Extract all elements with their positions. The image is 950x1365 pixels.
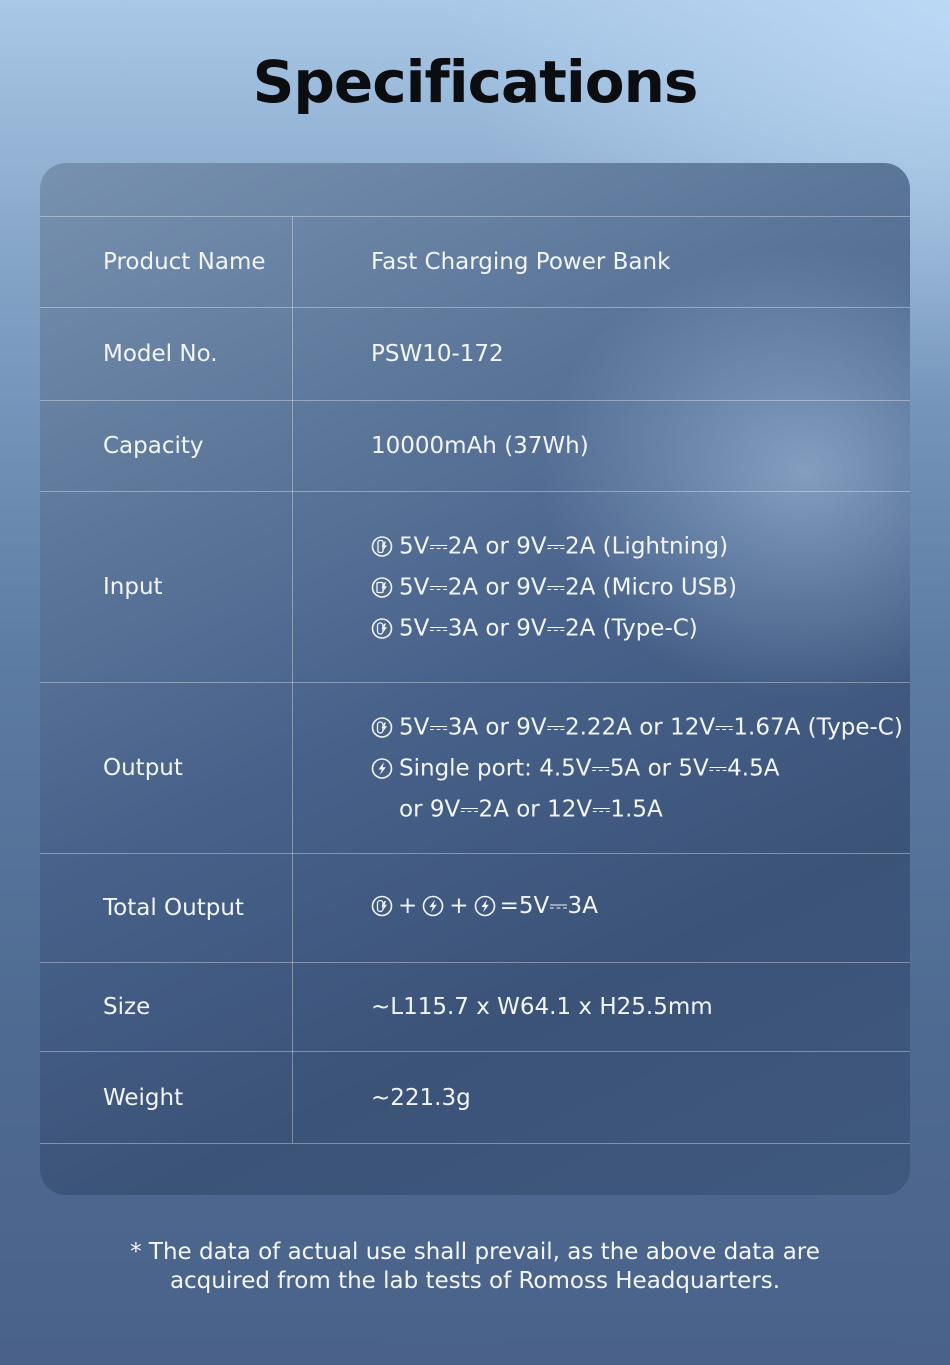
spec-text: 5V⎓3A or 9V⎓2A (Type-C) bbox=[399, 615, 698, 641]
spec-text: 5V⎓2A or 9V⎓2A (Lightning) bbox=[399, 533, 729, 559]
spec-table bbox=[40, 163, 910, 1195]
type-c-lightning-circle-icon bbox=[371, 895, 393, 917]
row-value: ~L115.7 x W64.1 x H25.5mm bbox=[371, 994, 713, 1020]
plus-sign: + bbox=[449, 893, 469, 919]
row-value-list bbox=[371, 707, 903, 830]
spec-line bbox=[371, 707, 903, 748]
footnote-line: * The data of actual use shall prevail, as the above data are bbox=[130, 1239, 820, 1265]
lightning-circle-icon bbox=[371, 535, 393, 557]
lightning-bolt-circle-icon bbox=[474, 895, 496, 917]
spec-line bbox=[371, 608, 737, 649]
spec-text: 5V⎓3A or 9V⎓2.22A or 12V⎓1.67A (Type-C) bbox=[399, 714, 903, 740]
row-label: Product Name bbox=[103, 249, 266, 275]
row-label: Weight bbox=[103, 1084, 184, 1111]
usb-lightning-circle-icon bbox=[371, 576, 393, 598]
table-row-input bbox=[40, 492, 910, 683]
table-row-total-output bbox=[40, 854, 910, 963]
row-value: 10000mAh (37Wh) bbox=[371, 433, 589, 459]
row-value bbox=[371, 893, 598, 923]
spec-line bbox=[371, 789, 903, 830]
row-value-list bbox=[371, 526, 737, 649]
row-value: PSW10-172 bbox=[371, 341, 504, 367]
row-label: Output bbox=[103, 755, 183, 781]
total-output-result: =5V⎓3A bbox=[499, 893, 598, 919]
spec-line bbox=[371, 526, 737, 567]
row-label: Model No. bbox=[103, 341, 218, 367]
table-row-output bbox=[40, 683, 910, 854]
spec-text: or 9V⎓2A or 12V⎓1.5A bbox=[399, 796, 663, 822]
table-row-size bbox=[40, 963, 910, 1052]
spec-line bbox=[371, 748, 903, 789]
row-label: Total Output bbox=[103, 895, 244, 921]
table-row-product-name bbox=[40, 217, 910, 308]
row-label: Input bbox=[103, 574, 163, 600]
row-value: Fast Charging Power Bank bbox=[371, 249, 671, 275]
plus-sign: + bbox=[398, 893, 418, 919]
row-label: Capacity bbox=[103, 433, 204, 459]
table-row-capacity bbox=[40, 401, 910, 492]
lightning-bolt-circle-icon bbox=[371, 757, 393, 779]
row-value: ~221.3g bbox=[371, 1084, 471, 1111]
footnote-line: acquired from the lab tests of Romoss Headquarters. bbox=[169, 1268, 781, 1294]
table-row-weight bbox=[40, 1052, 910, 1144]
footnote bbox=[0, 1238, 950, 1296]
lightning-bolt-circle-icon bbox=[422, 895, 444, 917]
type-c-lightning-circle-icon bbox=[371, 716, 393, 738]
spec-text: Single port: 4.5V⎓5A or 5V⎓4.5A bbox=[399, 755, 780, 781]
total-output-formula bbox=[371, 893, 598, 919]
spec-text: 5V⎓2A or 9V⎓2A (Micro USB) bbox=[399, 574, 738, 600]
table-row-model-no bbox=[40, 308, 910, 401]
page-title: Specifications bbox=[252, 48, 698, 116]
spec-line bbox=[371, 567, 737, 608]
row-label: Size bbox=[103, 994, 151, 1020]
type-c-lightning-circle-icon bbox=[371, 617, 393, 639]
